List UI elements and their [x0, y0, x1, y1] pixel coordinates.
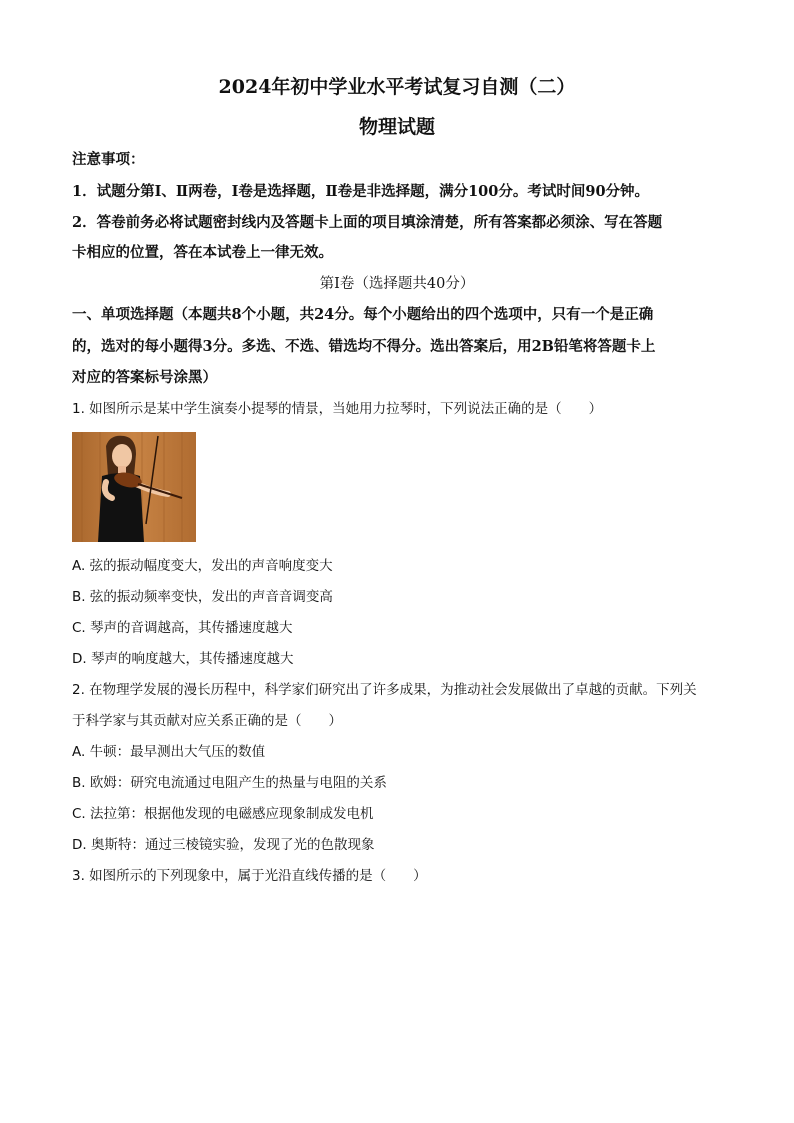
- question-2-option-d: D. 奥斯特：通过三棱镜实验，发现了光的色散现象: [72, 837, 375, 853]
- notes-item-2-cont: 卡相应的位置，答在本试卷上一律无效。: [72, 244, 333, 261]
- part-instructions-line-1: 一、单项选择题（本题共8个小题，共24分。每个小题给出的四个选项中，只有一个是正确: [72, 306, 654, 323]
- question-1-option-c: C. 琴声的音调越高，其传播速度越大: [72, 620, 293, 636]
- question-2-option-a: A. 牛顿：最早测出大气压的数值: [72, 744, 266, 760]
- violin-player-image: [72, 432, 196, 542]
- question-2-stem-line-2: 于科学家与其贡献对应关系正确的是（ ）: [72, 713, 342, 729]
- question-3-stem: 3. 如图所示的下列现象中，属于光沿直线传播的是（ ）: [72, 868, 427, 884]
- question-2-option-b: B. 欧姆：研究电流通过电阻产生的热量与电阻的关系: [72, 775, 387, 791]
- question-1-option-a: A. 弦的振动幅度变大，发出的声音响度变大: [72, 558, 333, 574]
- notes-item-2: 2．答卷前务必将试题密封线内及答题卡上面的项目填涂清楚，所有答案都必须涂、写在答题: [72, 214, 663, 231]
- question-2-stem-line-1: 2. 在物理学发展的漫长历程中，科学家们研究出了许多成果，为推动社会发展做出了卓越的贡献。下列关: [72, 682, 697, 698]
- exam-title: 2024年初中学业水平考试复习自测（二）: [218, 76, 576, 98]
- notes-heading: 注意事项：: [72, 151, 145, 168]
- question-1-option-b: B. 弦的振动频率变快，发出的声音音调变高: [72, 589, 333, 605]
- notes-item-1: 1．试题分第Ⅰ、Ⅱ两卷，Ⅰ卷是选择题，Ⅱ卷是非选择题，满分100分。考试时间90分钟。: [72, 183, 650, 200]
- part-instructions-line-2: 的，选对的每小题得3分。多选、不选、错选均不得分。选出答案后，用2B铅笔将答题卡上: [72, 338, 656, 355]
- part-instructions-line-3: 对应的答案标号涂黑）: [72, 369, 217, 386]
- exam-subtitle: 物理试题: [358, 116, 435, 138]
- violin-player-photo: [72, 432, 196, 542]
- question-1-stem: 1. 如图所示是某中学生演奏小提琴的情景，当她用力拉琴时，下列说法正确的是（ ）: [72, 401, 603, 417]
- section-title: 第Ⅰ卷（选择题共40分）: [319, 276, 475, 292]
- question-2-option-c: C. 法拉第：根据他发现的电磁感应现象制成发电机: [72, 806, 374, 822]
- question-1-option-d: D. 琴声的响度越大，其传播速度越大: [72, 651, 294, 667]
